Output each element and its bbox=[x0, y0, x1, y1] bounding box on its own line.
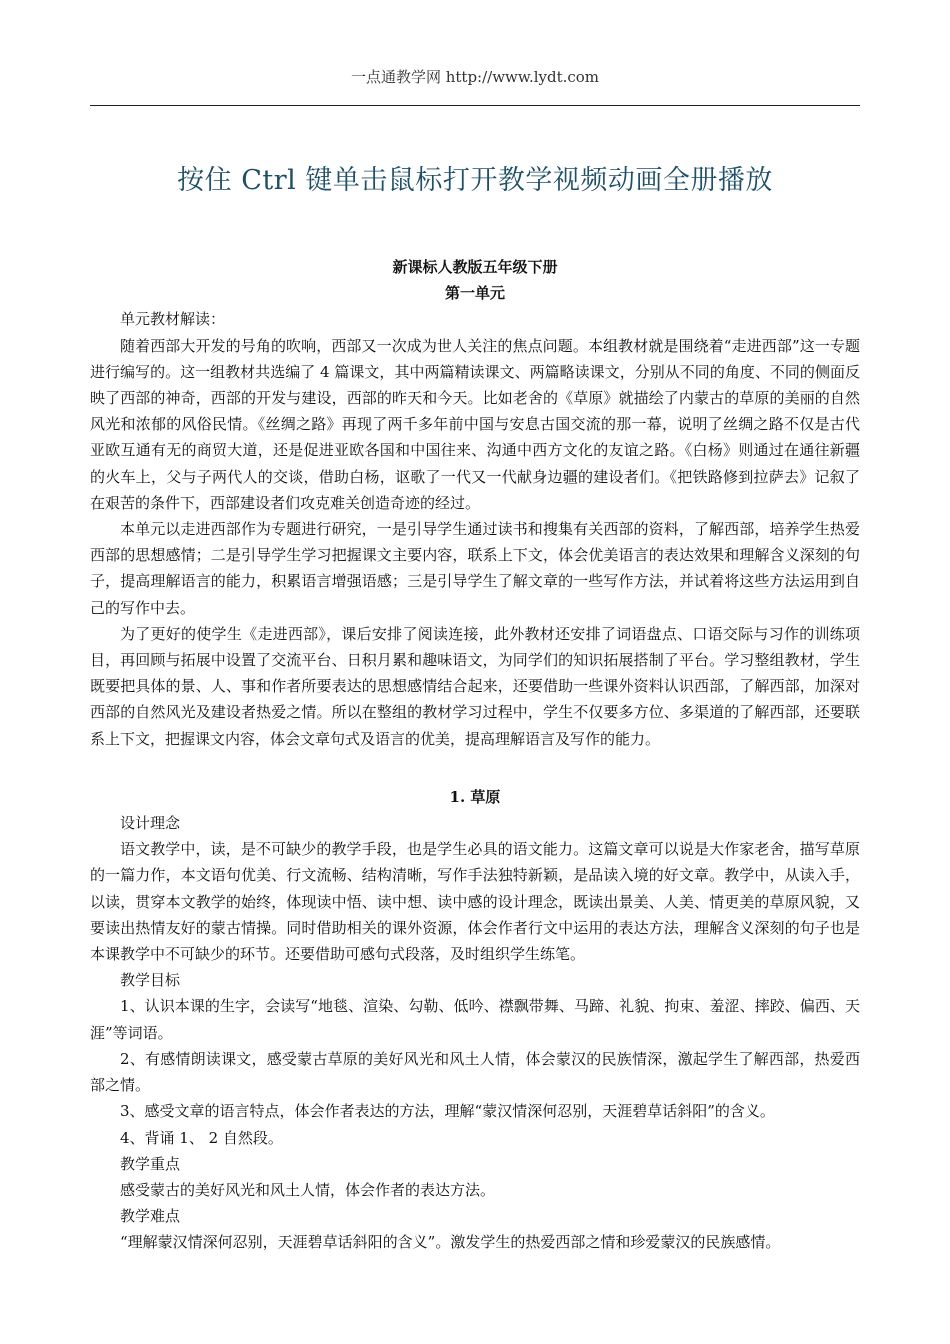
document-body bbox=[90, 254, 860, 1256]
unit-intro-paragraph: 本单元以走进西部作为专题进行研究，一是引导学生通过读书和搜集有关西部的资料，了解西部，培养学生热爱西部的思想感情；二是引导学生学习把握课文主要内容，联系上下文，体会优美语言的表达效果和理解含义深刻的句子，提高理解语言的能力，积累语言增强语感；三是引导学生了解文章的一些写作方法，并试着将这些方法运用到自己的写作中去。 bbox=[90, 520, 860, 617]
goal-item: 1、认识本课的生字，会读写“地毯、渲染、勾勒、低吟、襟飘带舞、马蹄、礼貌、拘束、羞涩、摔跤、偏西、天涯”等词语。 bbox=[90, 997, 860, 1042]
difficulty-text: “理解蒙汉情深何忍别，天涯碧草话斜阳的含义”。激发学生的热爱西部之情和珍爱蒙汉的民族感情。 bbox=[120, 1233, 781, 1252]
header-divider bbox=[90, 105, 860, 106]
goal-item: 3、感受文章的语言特点，体会作者表达的方法，理解“蒙汉情深何忍别，天涯碧草话斜阳”的含义。 bbox=[120, 1102, 775, 1121]
key-label: 教学重点 bbox=[120, 1154, 181, 1173]
key-text: 感受蒙古的美好风光和风土人情，体会作者的表达方法。 bbox=[120, 1180, 496, 1199]
unit-title: 第一单元 bbox=[444, 284, 505, 303]
book-title: 新课标人教版五年级下册 bbox=[392, 258, 558, 276]
video-banner-link[interactable]: 按住 Ctrl 键单击鼠标打开教学视频动画全册播放 bbox=[177, 165, 773, 196]
goals-label: 教学目标 bbox=[120, 971, 181, 990]
design-text: 语文教学中，读，是不可缺少的教学手段，也是学生必具的语文能力。这篇文章可以说是大作家老舍，描写草原的一篇力作，本文语句优美、行文流畅、结构清晰，写作手法独特新颖，是品读入境的好文章。教学中，从读入手，以读，贯穿本文教学的始终，体现读中悟、读中想、读中感的设计理念，既读出景美、人美、情更美的草原风貌，又要读出热情友好的蒙古情操。同时借助相关的课外资源，体会作者行文中运用的表达方法，理解含义深刻的句子也是本课教学中不可缺少的环节。还要借助可感句式段落，及时组织学生练笔。 bbox=[90, 840, 860, 964]
lesson-title: 1. 草原 bbox=[449, 787, 501, 806]
difficulty-label: 教学难点 bbox=[120, 1207, 181, 1226]
goal-item: 2、有感情朗读课文，感受蒙古草原的美好风光和风土人情，体会蒙汉的民族情深，激起学生了解西部，热爱西部之情。 bbox=[90, 1049, 860, 1095]
goal-item: 4、背诵 1、 2 自然段。 bbox=[120, 1128, 283, 1147]
page-header: 一点通教学网 http://www.lydt.com bbox=[350, 68, 600, 86]
unit-intro-paragraph: 为了更好的使学生《走进西部》，课后安排了阅读连接，此外教材还安排了词语盘点、口语交际与习作的训练项目，再回顾与拓展中设置了交流平台、日积月累和趣味语文，为同学们的知识拓展搭制了平台。学习整组教材，学生既要把具体的景、人、事和作者所要表达的思想感情结合起来，还要借助一些课外资料认识西部，了解西部，加深对西部的自然风光及建设者热爱之情。所以在整组的教材学习过程中，学生不仅要多方位、多渠道的了解西部，还要联系上下文，把握课文内容，体会文章句式及语言的优美，提高理解语言及写作的能力。 bbox=[90, 624, 860, 748]
unit-intro-paragraph: 随着西部大开发的号角的吹响，西部又一次成为世人关注的焦点问题。本组教材就是围绕着“走进西部”这一专题进行编写的。这一组教材共选编了 4 篇课文，其中两篇精读课文、两篇略读课文，分别从不同的角度、不同的侧面反映了西部的神奇，西部的开发与建设，西部的昨天和今天。比如老舍的《草原》就描绘了内蒙古的草原的美丽的自然风光和浓郁的风俗民情。《丝绸之路》再现了两千多年前中国与安息古国交流的那一幕，说明了丝绸之路不仅是古代亚欧互通有无的商贸大道，还是促进亚欧各国和中国往来、沟通中西方文化的友谊之路。《白杨》则通过在通往新疆的火车上，父与子两代人的交谈，借助白杨，讴歌了一代又一代献身边疆的建设者们。《把铁路修到拉萨去》记叙了在艰苦的条件下，西部建设者们攻克难关创造奇迹的经过。 bbox=[90, 336, 860, 512]
spacer bbox=[90, 772, 860, 784]
unit-intro-label: 单元教材解读： bbox=[120, 310, 226, 329]
design-label: 设计理念 bbox=[120, 814, 181, 833]
spacer bbox=[90, 752, 860, 772]
